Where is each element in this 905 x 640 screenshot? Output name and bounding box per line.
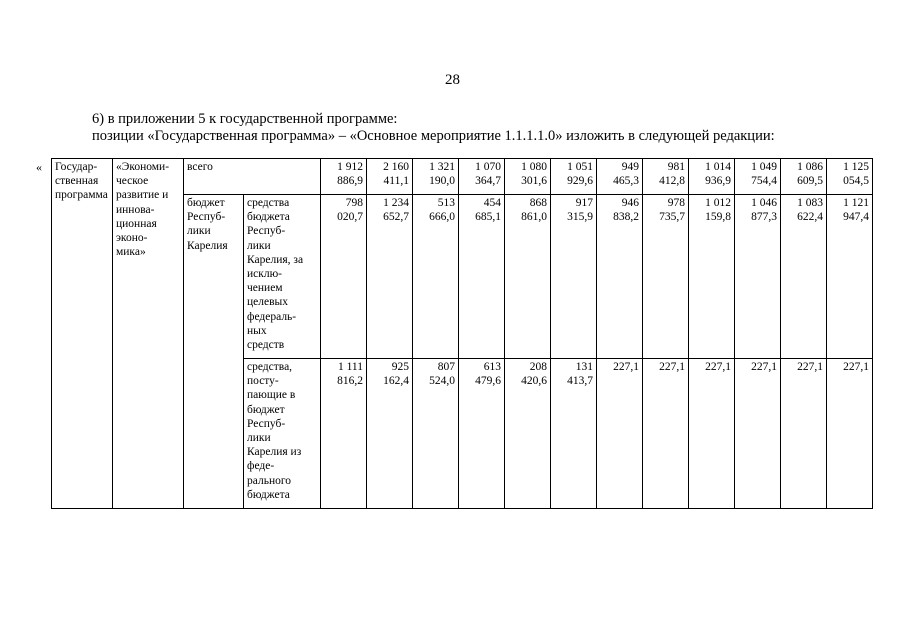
- value-cell: 1 912 886,9: [321, 159, 367, 195]
- value-cell: 454 685,1: [459, 195, 505, 359]
- value-cell: 613 479,6: [459, 359, 505, 509]
- value-cell: 227,1: [597, 359, 643, 509]
- status-cell: Государ- ственная программа: [52, 159, 113, 509]
- value-cell: 1 051 929,6: [551, 159, 597, 195]
- opening-quote: «: [36, 160, 42, 174]
- program-name-cell: «Экономи- ческое развитие и иннова- ционная эконо- мика»: [113, 159, 184, 509]
- value-cell: 1 234 652,7: [367, 195, 413, 359]
- value-cell: 208 420,6: [505, 359, 551, 509]
- value-cell: 917 315,9: [551, 195, 597, 359]
- intro-line-1: 6) в приложении 5 к государственной программе:: [92, 111, 398, 127]
- value-cell: 227,1: [827, 359, 873, 509]
- value-cell: 227,1: [643, 359, 689, 509]
- value-cell: 1 014 936,9: [689, 159, 735, 195]
- page-number: 28: [445, 72, 460, 88]
- total-label-cell: всего: [184, 159, 321, 195]
- value-cell: 949 465,3: [597, 159, 643, 195]
- table-row-total: [52, 159, 873, 195]
- intro-line-2: позиции «Государственная программа» – «Основное мероприятие 1.1.1.1.0» изложить в следующей редакции:: [92, 128, 775, 144]
- value-cell: 798 020,7: [321, 195, 367, 359]
- value-cell: 978 735,7: [643, 195, 689, 359]
- value-cell: 946 838,2: [597, 195, 643, 359]
- value-cell: 1 121 947,4: [827, 195, 873, 359]
- value-cell: 1 080 301,6: [505, 159, 551, 195]
- federal-funds-label-cell: средства, посту- пающие в бюджет Респуб- лики Карелия из феде- рального бюджета: [244, 359, 321, 509]
- value-cell: 131 413,7: [551, 359, 597, 509]
- value-cell: 981 412,8: [643, 159, 689, 195]
- value-cell: 1 070 364,7: [459, 159, 505, 195]
- value-cell: 1 321 190,0: [413, 159, 459, 195]
- budget-table: [51, 158, 873, 509]
- value-cell: 1 086 609,5: [781, 159, 827, 195]
- value-cell: 227,1: [781, 359, 827, 509]
- regional-funds-label-cell: средства бюджета Респуб- лики Карелия, за исклю- чением целевых федераль- ных средств: [244, 195, 321, 359]
- value-cell: 227,1: [735, 359, 781, 509]
- value-cell: 925 162,4: [367, 359, 413, 509]
- value-cell: 868 861,0: [505, 195, 551, 359]
- value-cell: 2 160 411,1: [367, 159, 413, 195]
- value-cell: 1 111 816,2: [321, 359, 367, 509]
- value-cell: 1 049 754,4: [735, 159, 781, 195]
- value-cell: 513 666,0: [413, 195, 459, 359]
- value-cell: 1 083 622,4: [781, 195, 827, 359]
- value-cell: 1 046 877,3: [735, 195, 781, 359]
- value-cell: 807 524,0: [413, 359, 459, 509]
- value-cell: 1 012 159,8: [689, 195, 735, 359]
- value-cell: 1 125 054,5: [827, 159, 873, 195]
- value-cell: 227,1: [689, 359, 735, 509]
- budget-label-cell: бюджет Респуб- лики Карелия: [184, 195, 244, 509]
- amendment-intro: [92, 111, 775, 145]
